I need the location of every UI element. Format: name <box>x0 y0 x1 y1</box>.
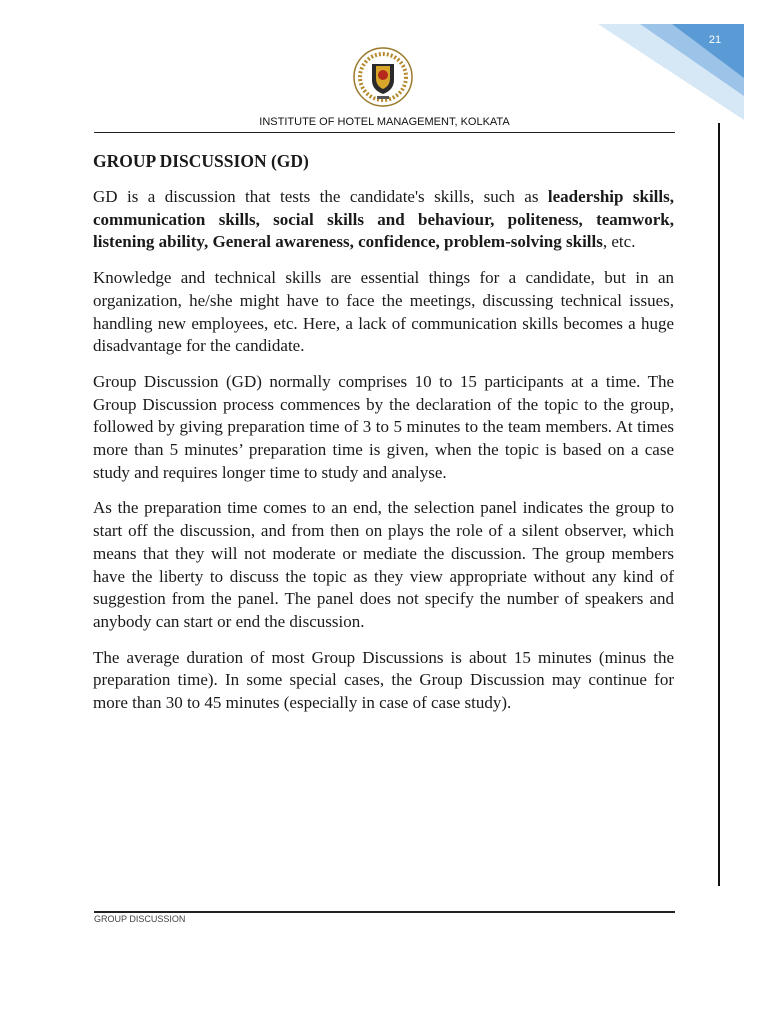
header-rule <box>94 132 675 133</box>
footer-rule <box>94 911 675 913</box>
paragraph-text: GD is a discussion that tests the candidate's skills, such as <box>93 187 548 206</box>
institute-emblem-icon <box>352 46 414 108</box>
side-rule <box>718 123 720 886</box>
paragraph-panel-role: As the preparation time comes to an end, the selection panel indicates the group to start off the discussion, and from then on plays the role of a silent observer, which means that they will not moderate or mediate the discussion. The group members have the liberty to discuss the topic as they view appropriate without any kind of suggestion from the panel. The panel does not specify the number of speakers and anybody can start or end the discussion. <box>93 498 674 631</box>
page-number: 21 <box>708 34 722 46</box>
institute-name: INSTITUTE OF HOTEL MANAGEMENT, KOLKATA <box>259 116 510 128</box>
paragraph-knowledge: Knowledge and technical skills are essential things for a candidate, but in an organization, he/she might have to face the meetings, discussing technical issues, handling new employees, etc. Here, a lack of communication skills becomes a huge disadvantage for the candidate. <box>93 268 674 356</box>
page-title: GROUP DISCUSSION (GD) <box>93 151 309 171</box>
paragraph-bold-skills: leadership skills, communication skills, social skills and behaviour, politeness, teamwork, listening ability, General awareness, confidence, problem-solving skills <box>93 187 674 252</box>
paragraph-participants: Group Discussion (GD) normally comprises 10 to 15 participants at a time. The Group Discussion process commences by the declaration of the topic to the group, followed by giving preparation time of 3 to 5 minutes to the team members. At times more than 5 minutes’ preparation time is given, when the topic is based on a case study and requires longer time to study and analyse. <box>93 371 674 482</box>
footer-label: GROUP DISCUSSION <box>94 914 186 924</box>
paragraph-duration: The average duration of most Group Discussions is about 15 minutes (minus the preparation time). In some special cases, the Group Discussion may continue for more than 30 to 45 minutes (especially in case of case study). <box>93 647 674 713</box>
page-content <box>93 150 674 728</box>
paragraph-text: , etc. <box>602 232 636 252</box>
paragraph-gd-definition <box>93 186 674 254</box>
